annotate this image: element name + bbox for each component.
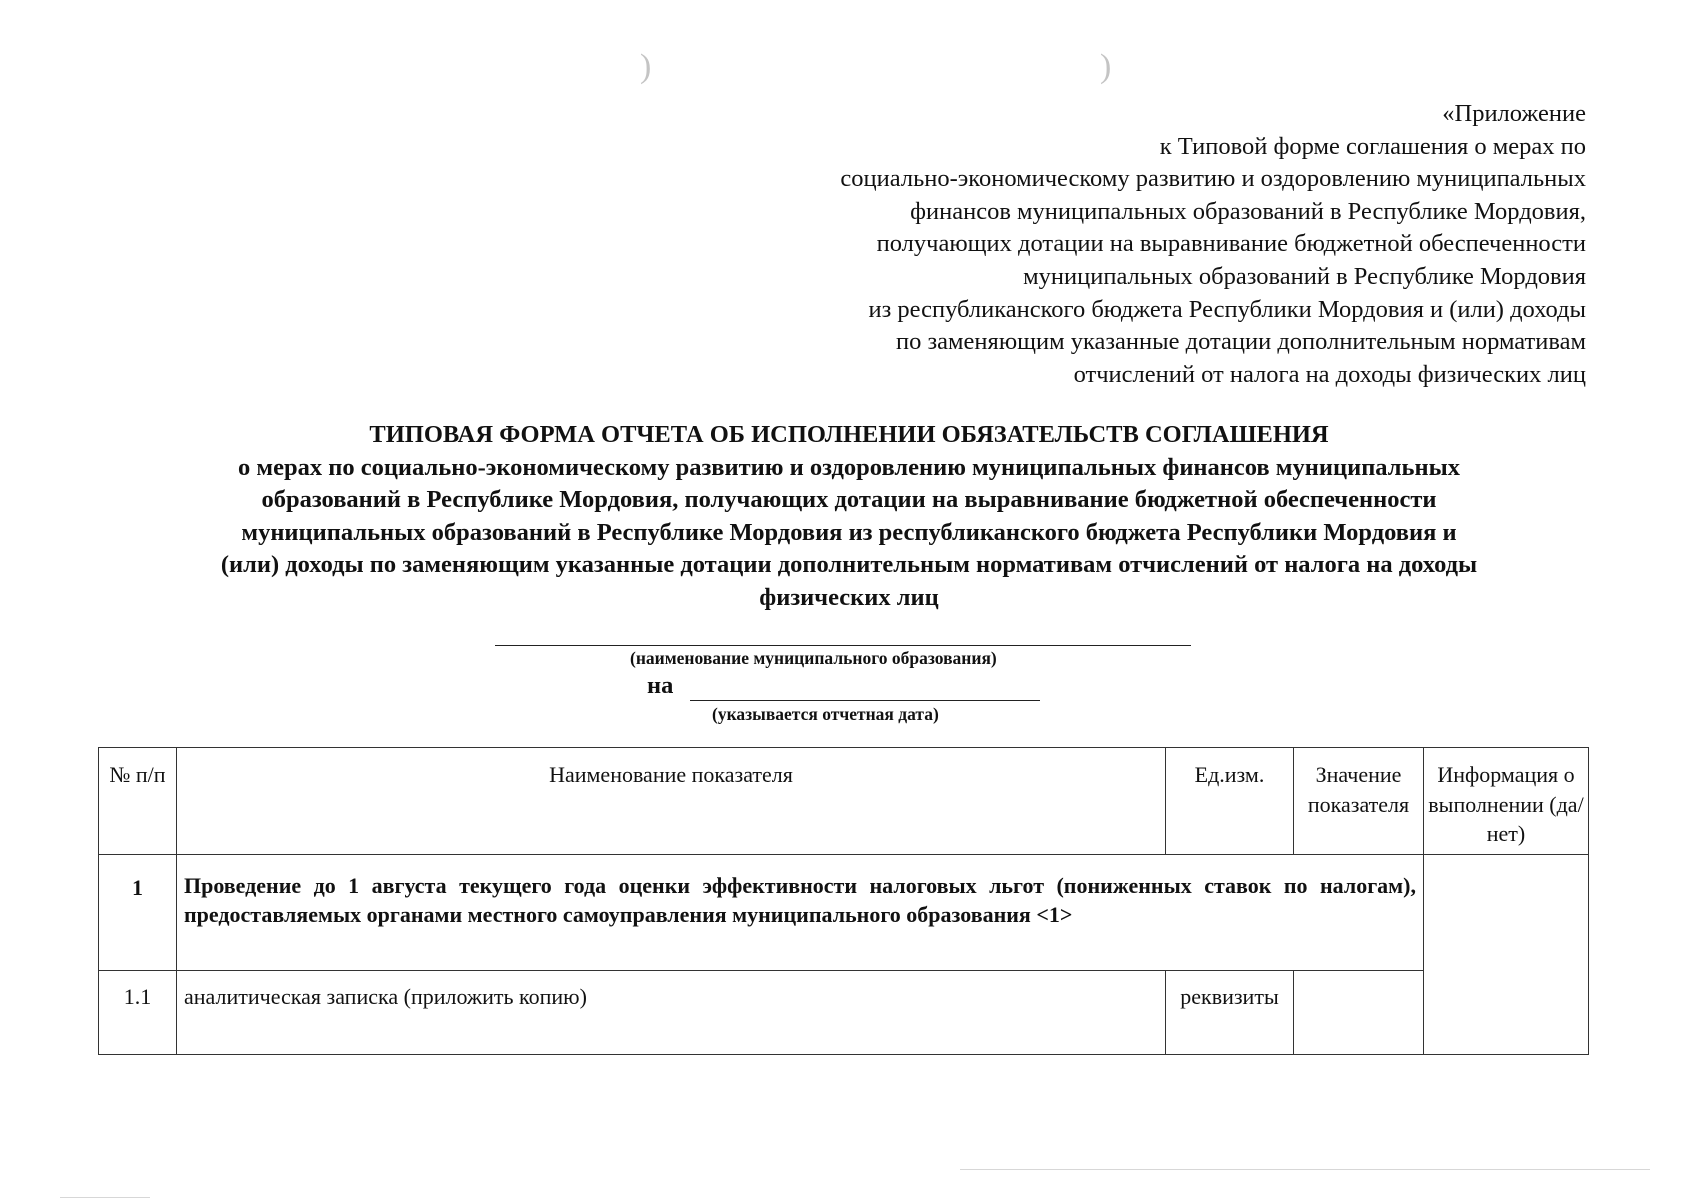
appendix-line: по заменяющим указанные дотации дополнительным нормативам: [896, 328, 1586, 356]
title-line: муниципальных образований в Республике Мордовия из республиканского бюджета Республики Мордовия и: [241, 518, 1457, 546]
header-info: Информация о выполнении (да/ нет): [1424, 748, 1589, 855]
info-cell[interactable]: [1424, 855, 1589, 1055]
scan-mark-right: ): [1100, 48, 1112, 85]
appendix-line: социально-экономическому развитию и оздоровлению муниципальных: [840, 165, 1586, 193]
row-text: аналитическая записка (приложить копию): [177, 971, 1166, 1055]
table-header-row: [99, 748, 1589, 855]
row-num: 1: [99, 855, 177, 971]
title-line: о мерах по социально-экономическому развитию и оздоровлению муниципальных финансов муниципальных: [238, 453, 1460, 481]
date-prefix: на: [647, 672, 674, 699]
scan-line: [60, 1197, 150, 1198]
appendix-line: муниципальных образований в Республике Мордовия: [1023, 262, 1586, 290]
table-row: [99, 971, 1589, 1055]
report-date-line[interactable]: [690, 700, 1040, 701]
title-line: (или) доходы по заменяющим указанные дотации дополнительным нормативам отчислений от налога на доходы: [220, 551, 1478, 579]
value-cell[interactable]: [1294, 971, 1424, 1055]
scan-mark-left: ): [640, 48, 652, 85]
report-date-caption: (указывается отчетная дата): [712, 704, 939, 724]
title-line: образований в Республике Мордовия, получающих дотации на выравнивание бюджетной обеспеченности: [261, 486, 1437, 514]
row-num: 1.1: [99, 971, 177, 1055]
appendix-line: «Приложение: [1442, 100, 1586, 127]
title-line: физических лиц: [759, 583, 939, 611]
appendix-note: [686, 98, 1586, 391]
header-unit: Ед.изм.: [1166, 748, 1294, 855]
header-name: Наименование показателя: [177, 748, 1166, 855]
municipality-name-caption: (наименование муниципального образования): [630, 648, 997, 668]
scan-line: [960, 1169, 1650, 1170]
appendix-line: получающих дотации на выравнивание бюджетной обеспеченности: [876, 230, 1586, 258]
appendix-line: к Типовой форме соглашения о мерах по: [1159, 132, 1586, 160]
document-title: [96, 419, 1602, 615]
report-table: [98, 747, 1589, 1055]
appendix-line: из республиканского бюджета Республики Мордовия и (или) доходы: [868, 295, 1586, 323]
appendix-line: финансов муниципальных образований в Республике Мордовия,: [910, 197, 1586, 225]
row-text: Проведение до 1 августа текущего года оценки эффективности налоговых льгот (пониженных ставок по налогам), предоставляемых органами местного самоуправления муниципального образования <1>: [177, 855, 1424, 971]
appendix-line: отчислений от налога на доходы физических лиц: [1073, 360, 1586, 388]
table-row: [99, 855, 1589, 971]
header-num: № п/п: [99, 748, 177, 855]
title-line: ТИПОВАЯ ФОРМА ОТЧЕТА ОБ ИСПОЛНЕНИИ ОБЯЗАТЕЛЬСТВ СОГЛАШЕНИЯ: [369, 421, 1329, 448]
municipality-name-line[interactable]: [495, 645, 1191, 646]
row-unit: реквизиты: [1166, 971, 1294, 1055]
header-value: Значение показателя: [1294, 748, 1424, 855]
